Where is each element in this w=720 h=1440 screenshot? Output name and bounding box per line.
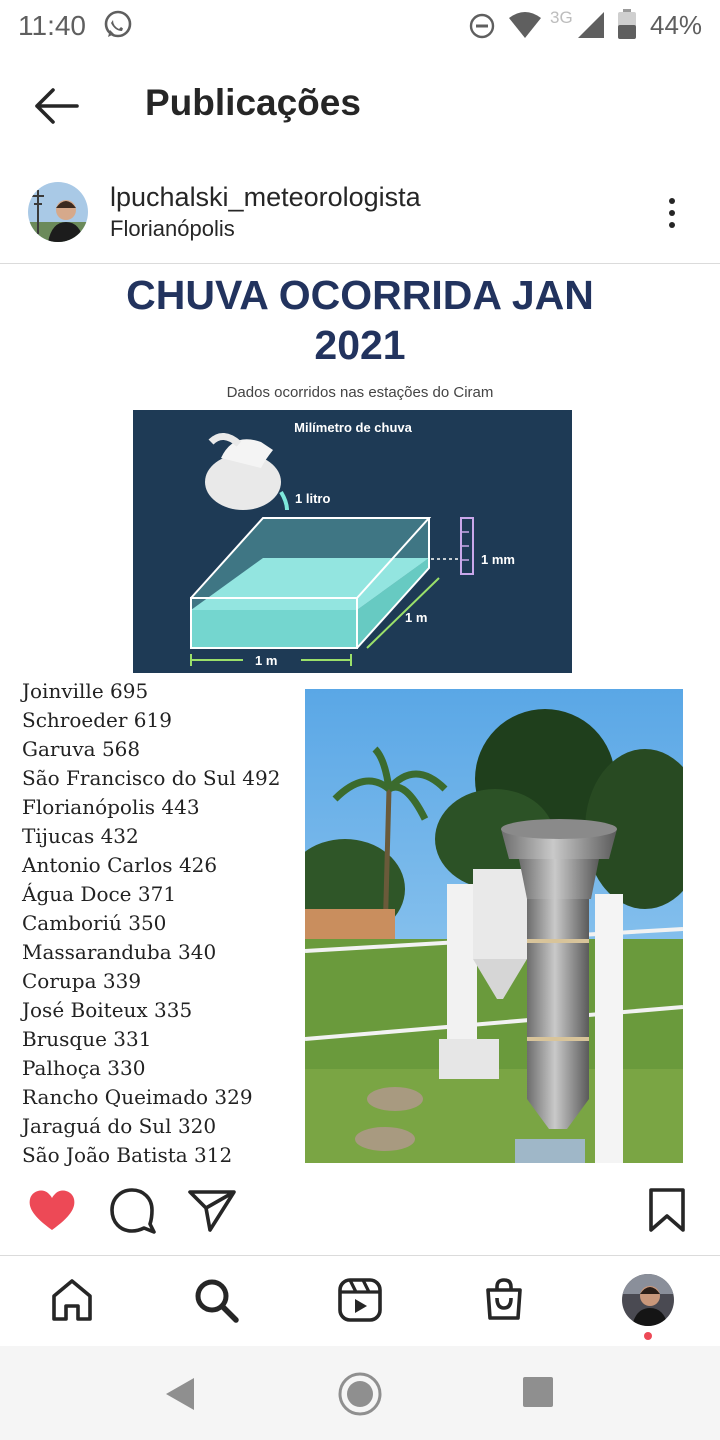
back-button[interactable] (28, 80, 84, 132)
rain-gauge-photo (305, 689, 683, 1163)
rainfall-city: Rancho Queimado (22, 1085, 209, 1109)
rainfall-city: Schroeder (22, 708, 128, 732)
rainfall-value: 329 (214, 1085, 253, 1109)
like-button[interactable] (26, 1186, 78, 1234)
rainfall-item (22, 967, 302, 996)
more-vertical-icon (669, 198, 675, 204)
nav-reels[interactable] (332, 1272, 388, 1328)
rainfall-value: 432 (100, 824, 139, 848)
avatar[interactable] (28, 182, 88, 242)
rainfall-city: Garuva (22, 737, 96, 761)
rainfall-city: Água Doce (22, 882, 132, 906)
system-home-icon[interactable] (336, 1370, 384, 1418)
rainfall-city: Antonio Carlos (22, 853, 173, 877)
rainfall-item (22, 1025, 302, 1054)
rainfall-item (22, 851, 302, 880)
rainfall-item (22, 793, 302, 822)
system-recents-icon[interactable] (520, 1374, 556, 1410)
rainfall-city: Joinville (22, 679, 104, 703)
nav-profile[interactable] (622, 1274, 674, 1326)
rainfall-item (22, 938, 302, 967)
rainfall-value: 331 (113, 1027, 152, 1051)
bottom-navigation (0, 1256, 720, 1346)
rainfall-item (22, 1083, 302, 1112)
rainfall-value: 335 (154, 998, 193, 1022)
comment-button[interactable] (106, 1186, 158, 1234)
post-image[interactable] (0, 264, 720, 1168)
rainfall-value: 695 (110, 679, 149, 703)
rainfall-item (22, 706, 302, 735)
rainfall-city: Palhoça (22, 1056, 101, 1080)
rainfall-item (22, 822, 302, 851)
rainfall-item (22, 735, 302, 764)
rainfall-item (22, 1054, 302, 1083)
arrow-left-icon (33, 88, 79, 124)
rainfall-value: 350 (128, 911, 167, 935)
width-label: 1 m (255, 653, 278, 668)
post-actions (0, 1178, 720, 1242)
rainfall-city: Florianópolis (22, 795, 156, 819)
mm-label: 1 mm (481, 552, 515, 567)
depth-label: 1 m (405, 610, 428, 625)
rainfall-value: 371 (137, 882, 177, 906)
rainfall-item (22, 677, 302, 706)
rain-mm-diagram (133, 410, 572, 673)
rainfall-value: 492 (242, 766, 281, 790)
rainfall-city: Jaraguá do Sul (22, 1114, 172, 1138)
rainfall-city: São Francisco do Sul (22, 766, 236, 790)
save-button[interactable] (642, 1186, 692, 1234)
rainfall-value: 312 (194, 1143, 233, 1167)
rainfall-value: 568 (101, 737, 141, 761)
rainfall-city: Brusque (22, 1027, 107, 1051)
liter-label: 1 litro (295, 491, 331, 506)
rainfall-value: 426 (178, 853, 218, 877)
paper-plane-icon (186, 1186, 238, 1234)
notification-dot (644, 1332, 652, 1340)
rainfall-list (22, 677, 302, 1168)
rainfall-item (22, 880, 302, 909)
home-icon (48, 1276, 96, 1324)
do-not-disturb-icon (468, 12, 496, 40)
rainfall-city: Corupa (22, 969, 97, 993)
avatar-image (28, 182, 88, 242)
reels-icon (336, 1276, 384, 1324)
post-username[interactable]: lpuchalski_meteorologista (110, 182, 421, 212)
system-navigation-bar (0, 1346, 720, 1440)
rainfall-value: 339 (102, 969, 142, 993)
rainfall-item (22, 1141, 302, 1168)
rainfall-item (22, 1112, 302, 1141)
nav-shop[interactable] (476, 1272, 532, 1328)
rainfall-item (22, 909, 302, 938)
page-title: Publicações (145, 82, 361, 123)
app-header (0, 60, 720, 150)
rainfall-city: Camboriú (22, 911, 122, 935)
rainfall-value: 443 (161, 795, 200, 819)
rainfall-item (22, 764, 302, 793)
battery-icon (618, 9, 636, 39)
comment-icon (106, 1186, 158, 1234)
post-header (0, 170, 720, 260)
bookmark-icon (642, 1186, 692, 1234)
rainfall-item (22, 996, 302, 1025)
wifi-icon (508, 10, 542, 40)
more-options-button[interactable] (652, 188, 692, 238)
infographic-subtitle: Dados ocorridos nas estações do Ciram (226, 384, 494, 401)
rainfall-city: Tijucas (22, 824, 95, 848)
post-location[interactable]: Florianópolis (110, 216, 235, 241)
nav-search[interactable] (188, 1272, 244, 1328)
diagram-heading: Milímetro de chuva (294, 420, 412, 435)
rainfall-city: São João Batista (22, 1143, 188, 1167)
signal-icon (578, 12, 604, 38)
status-time: 11:40 (18, 10, 86, 41)
rainfall-value: 330 (107, 1056, 146, 1080)
profile-avatar (622, 1274, 674, 1326)
shop-icon (480, 1276, 528, 1324)
rainfall-city: José Boiteux (22, 998, 148, 1022)
whatsapp-icon (102, 9, 134, 41)
search-icon (192, 1276, 240, 1324)
heart-icon (26, 1186, 78, 1234)
share-button[interactable] (186, 1186, 238, 1234)
rainfall-value: 320 (177, 1114, 217, 1138)
rainfall-city: Massaranduba (22, 940, 172, 964)
status-bar (0, 0, 720, 52)
infographic-title: CHUVA OCORRIDA JAN 2021 (126, 272, 594, 368)
nav-home[interactable] (44, 1272, 100, 1328)
rainfall-value: 619 (133, 708, 172, 732)
system-back-icon[interactable] (160, 1374, 200, 1414)
rainfall-value: 340 (178, 940, 217, 964)
network-type: 3G (550, 8, 573, 27)
battery-percentage: 44% (650, 10, 703, 40)
